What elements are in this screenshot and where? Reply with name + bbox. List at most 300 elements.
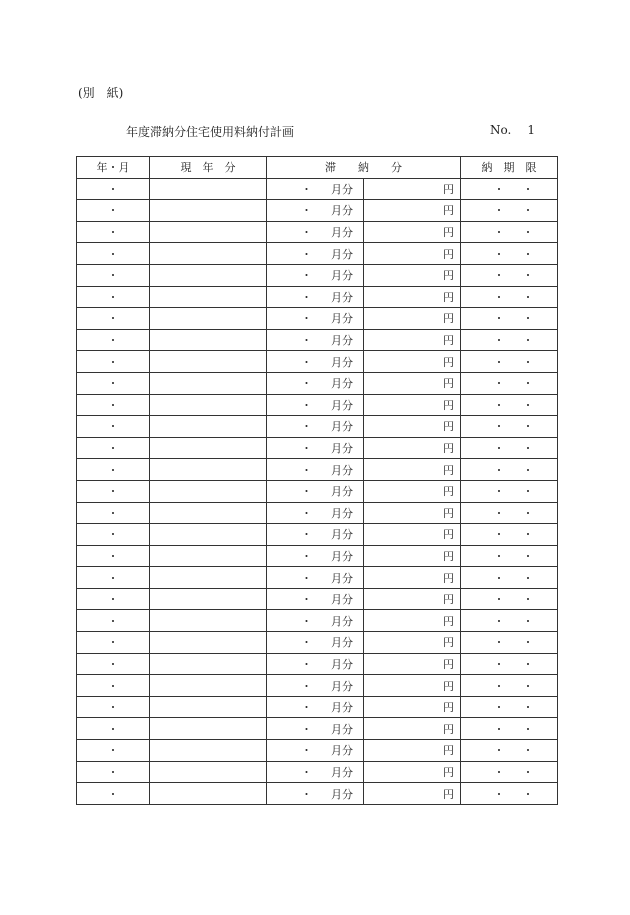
year-month-cell[interactable]: [77, 308, 150, 330]
column-header-current-year: 現 年 分: [150, 157, 267, 179]
due-date-cell[interactable]: [461, 740, 558, 762]
arrears-month-separator: ・: [301, 701, 312, 715]
arrears-amount-unit: 円: [443, 614, 454, 628]
year-month-separator: ・: [107, 528, 119, 542]
current-year-cell[interactable]: [150, 502, 267, 524]
due-date-separator: ・: [493, 571, 505, 585]
current-year-cell[interactable]: [150, 416, 267, 438]
arrears-amount-unit: 円: [443, 312, 454, 326]
year-month-cell[interactable]: [77, 696, 150, 718]
arrears-month-cell[interactable]: [267, 372, 364, 394]
due-date-separator: ・: [493, 701, 505, 715]
arrears-month-suffix: 月分: [331, 744, 353, 758]
current-year-cell[interactable]: [150, 653, 267, 675]
year-month-separator: ・: [107, 355, 119, 369]
due-date-cell[interactable]: [461, 588, 558, 610]
arrears-amount-cell[interactable]: [364, 178, 461, 200]
year-month-separator: ・: [107, 701, 119, 715]
year-month-cell[interactable]: [77, 221, 150, 243]
current-year-cell[interactable]: [150, 761, 267, 783]
due-date-separator: ・: [493, 593, 505, 607]
due-date-separator: ・: [493, 744, 505, 758]
arrears-amount-unit: 円: [443, 528, 454, 542]
year-month-separator: ・: [107, 269, 119, 283]
arrears-amount-unit: 円: [443, 657, 454, 671]
due-date-separator: ・: [522, 204, 534, 218]
current-year-cell[interactable]: [150, 610, 267, 632]
arrears-month-suffix: 月分: [331, 657, 353, 671]
arrears-amount-cell[interactable]: [364, 286, 461, 308]
year-month-cell[interactable]: [77, 524, 150, 546]
arrears-amount-unit: 円: [443, 269, 454, 283]
arrears-month-cell[interactable]: [267, 740, 364, 762]
due-date-cell[interactable]: [461, 761, 558, 783]
arrears-month-suffix: 月分: [331, 614, 353, 628]
arrears-amount-cell[interactable]: [364, 502, 461, 524]
arrears-amount-cell[interactable]: [364, 264, 461, 286]
current-year-cell[interactable]: [150, 243, 267, 265]
year-month-cell[interactable]: [77, 394, 150, 416]
due-date-separator: ・: [493, 377, 505, 391]
arrears-month-cell[interactable]: [267, 567, 364, 589]
table-row: [77, 243, 558, 265]
arrears-amount-cell[interactable]: [364, 243, 461, 265]
due-date-separator: ・: [522, 722, 534, 736]
year-month-separator: ・: [107, 722, 119, 736]
due-date-separator: ・: [493, 657, 505, 671]
table-row: [77, 545, 558, 567]
arrears-amount-cell[interactable]: [364, 783, 461, 805]
arrears-month-cell[interactable]: [267, 502, 364, 524]
due-date-cell[interactable]: [461, 545, 558, 567]
arrears-month-separator: ・: [301, 463, 312, 477]
year-month-cell[interactable]: [77, 718, 150, 740]
arrears-amount-unit: 円: [443, 679, 454, 693]
due-date-separator: ・: [522, 657, 534, 671]
arrears-amount-cell[interactable]: [364, 329, 461, 351]
year-month-separator: ・: [107, 420, 119, 434]
table-row: [77, 740, 558, 762]
year-month-separator: ・: [107, 571, 119, 585]
arrears-amount-cell[interactable]: [364, 351, 461, 373]
table-row: [77, 178, 558, 200]
arrears-month-separator: ・: [301, 442, 312, 456]
arrears-amount-cell[interactable]: [364, 437, 461, 459]
arrears-month-separator: ・: [301, 549, 312, 563]
arrears-amount-cell[interactable]: [364, 308, 461, 330]
arrears-month-cell[interactable]: [267, 264, 364, 286]
arrears-month-suffix: 月分: [331, 549, 353, 563]
table-row: [77, 308, 558, 330]
arrears-month-cell[interactable]: [267, 675, 364, 697]
arrears-month-suffix: 月分: [331, 226, 353, 240]
table-row: [77, 200, 558, 222]
arrears-amount-unit: 円: [443, 571, 454, 585]
arrears-amount-cell[interactable]: [364, 372, 461, 394]
table-row: [77, 653, 558, 675]
year-month-cell[interactable]: [77, 329, 150, 351]
arrears-amount-unit: 円: [443, 765, 454, 779]
due-date-separator: ・: [493, 679, 505, 693]
year-month-cell[interactable]: [77, 610, 150, 632]
table-row: [77, 264, 558, 286]
due-date-cell[interactable]: [461, 610, 558, 632]
arrears-month-separator: ・: [301, 377, 312, 391]
arrears-month-suffix: 月分: [331, 355, 353, 369]
current-year-cell[interactable]: [150, 200, 267, 222]
arrears-month-cell[interactable]: [267, 459, 364, 481]
current-year-cell[interactable]: [150, 740, 267, 762]
table-row: [77, 588, 558, 610]
arrears-amount-unit: 円: [443, 398, 454, 412]
arrears-amount-unit: 円: [443, 744, 454, 758]
document-number-label: No.: [490, 123, 512, 137]
arrears-amount-unit: 円: [443, 549, 454, 563]
table-row: [77, 480, 558, 502]
arrears-month-separator: ・: [301, 420, 312, 434]
arrears-amount-cell[interactable]: [364, 416, 461, 438]
arrears-month-cell[interactable]: [267, 480, 364, 502]
due-date-cell[interactable]: [461, 351, 558, 373]
column-header-year-month: 年・月: [77, 157, 150, 179]
due-date-separator: ・: [522, 528, 534, 542]
due-date-cell[interactable]: [461, 308, 558, 330]
arrears-month-suffix: 月分: [331, 463, 353, 477]
due-date-separator: ・: [522, 269, 534, 283]
due-date-cell[interactable]: [461, 696, 558, 718]
due-date-separator: ・: [522, 506, 534, 520]
table-row: [77, 502, 558, 524]
arrears-amount-cell[interactable]: [364, 545, 461, 567]
due-date-cell[interactable]: [461, 524, 558, 546]
arrears-month-separator: ・: [301, 204, 312, 218]
current-year-cell[interactable]: [150, 696, 267, 718]
current-year-cell[interactable]: [150, 718, 267, 740]
arrears-amount-cell[interactable]: [364, 610, 461, 632]
arrears-month-cell[interactable]: [267, 696, 364, 718]
due-date-cell[interactable]: [461, 221, 558, 243]
year-month-cell[interactable]: [77, 567, 150, 589]
due-date-separator: ・: [493, 182, 505, 196]
due-date-cell[interactable]: [461, 653, 558, 675]
current-year-cell[interactable]: [150, 308, 267, 330]
arrears-month-suffix: 月分: [331, 701, 353, 715]
year-month-cell[interactable]: [77, 545, 150, 567]
due-date-cell[interactable]: [461, 394, 558, 416]
arrears-month-cell[interactable]: [267, 308, 364, 330]
due-date-separator: ・: [522, 787, 534, 801]
due-date-separator: ・: [493, 226, 505, 240]
arrears-amount-unit: 円: [443, 247, 454, 261]
table-row: [77, 718, 558, 740]
year-month-cell[interactable]: [77, 200, 150, 222]
arrears-month-suffix: 月分: [331, 312, 353, 326]
arrears-amount-cell[interactable]: [364, 632, 461, 654]
column-header-arrears: 滞 納 分: [267, 157, 461, 179]
table-row: [77, 632, 558, 654]
current-year-cell[interactable]: [150, 394, 267, 416]
table-row: [77, 783, 558, 805]
table-body: [77, 178, 558, 804]
table-row: [77, 524, 558, 546]
table-row: [77, 459, 558, 481]
arrears-amount-unit: 円: [443, 593, 454, 607]
arrears-month-separator: ・: [301, 290, 312, 304]
due-date-separator: ・: [522, 420, 534, 434]
current-year-cell[interactable]: [150, 459, 267, 481]
arrears-month-cell[interactable]: [267, 178, 364, 200]
current-year-cell[interactable]: [150, 524, 267, 546]
arrears-month-separator: ・: [301, 312, 312, 326]
arrears-month-suffix: 月分: [331, 593, 353, 607]
due-date-separator: ・: [493, 269, 505, 283]
current-year-cell[interactable]: [150, 178, 267, 200]
arrears-amount-cell[interactable]: [364, 221, 461, 243]
due-date-cell[interactable]: [461, 502, 558, 524]
arrears-month-suffix: 月分: [331, 571, 353, 585]
due-date-separator: ・: [493, 442, 505, 456]
arrears-month-suffix: 月分: [331, 787, 353, 801]
arrears-month-separator: ・: [301, 506, 312, 520]
arrears-month-separator: ・: [301, 614, 312, 628]
arrears-amount-cell[interactable]: [364, 567, 461, 589]
due-date-cell[interactable]: [461, 264, 558, 286]
year-month-separator: ・: [107, 182, 119, 196]
year-month-cell[interactable]: [77, 459, 150, 481]
due-date-separator: ・: [522, 355, 534, 369]
arrears-amount-cell[interactable]: [364, 740, 461, 762]
due-date-cell[interactable]: [461, 178, 558, 200]
year-month-cell[interactable]: [77, 372, 150, 394]
arrears-month-separator: ・: [301, 679, 312, 693]
arrears-month-suffix: 月分: [331, 679, 353, 693]
arrears-amount-unit: 円: [443, 420, 454, 434]
arrears-month-separator: ・: [301, 765, 312, 779]
arrears-month-separator: ・: [301, 334, 312, 348]
arrears-month-suffix: 月分: [331, 334, 353, 348]
arrears-month-cell[interactable]: [267, 329, 364, 351]
due-date-separator: ・: [493, 204, 505, 218]
year-month-separator: ・: [107, 679, 119, 693]
due-date-separator: ・: [493, 506, 505, 520]
arrears-month-suffix: 月分: [331, 765, 353, 779]
due-date-cell[interactable]: [461, 329, 558, 351]
due-date-separator: ・: [522, 442, 534, 456]
arrears-month-suffix: 月分: [331, 442, 353, 456]
due-date-cell[interactable]: [461, 632, 558, 654]
current-year-cell[interactable]: [150, 567, 267, 589]
arrears-month-cell[interactable]: [267, 632, 364, 654]
year-month-cell[interactable]: [77, 351, 150, 373]
arrears-month-cell[interactable]: [267, 783, 364, 805]
arrears-month-cell[interactable]: [267, 653, 364, 675]
arrears-month-cell[interactable]: [267, 761, 364, 783]
arrears-month-cell[interactable]: [267, 545, 364, 567]
year-month-cell[interactable]: [77, 437, 150, 459]
arrears-month-separator: ・: [301, 182, 312, 196]
due-date-cell[interactable]: [461, 416, 558, 438]
arrears-amount-cell[interactable]: [364, 524, 461, 546]
arrears-amount-unit: 円: [443, 787, 454, 801]
arrears-amount-cell[interactable]: [364, 480, 461, 502]
current-year-cell[interactable]: [150, 545, 267, 567]
table-row: [77, 329, 558, 351]
arrears-amount-unit: 円: [443, 204, 454, 218]
arrears-month-suffix: 月分: [331, 269, 353, 283]
arrears-amount-cell[interactable]: [364, 718, 461, 740]
arrears-month-cell[interactable]: [267, 610, 364, 632]
year-month-separator: ・: [107, 377, 119, 391]
arrears-month-suffix: 月分: [331, 290, 353, 304]
current-year-cell[interactable]: [150, 329, 267, 351]
attachment-label: (別 紙): [78, 86, 124, 100]
arrears-month-separator: ・: [301, 722, 312, 736]
year-month-cell[interactable]: [77, 761, 150, 783]
due-date-cell[interactable]: [461, 243, 558, 265]
year-month-cell[interactable]: [77, 783, 150, 805]
arrears-amount-cell[interactable]: [364, 200, 461, 222]
due-date-separator: ・: [522, 549, 534, 563]
year-month-cell[interactable]: [77, 502, 150, 524]
due-date-cell[interactable]: [461, 783, 558, 805]
due-date-separator: ・: [522, 290, 534, 304]
year-month-cell[interactable]: [77, 264, 150, 286]
year-month-cell[interactable]: [77, 286, 150, 308]
year-month-separator: ・: [107, 312, 119, 326]
arrears-amount-cell[interactable]: [364, 653, 461, 675]
arrears-amount-cell[interactable]: [364, 761, 461, 783]
due-date-separator: ・: [522, 636, 534, 650]
due-date-separator: ・: [493, 528, 505, 542]
due-date-cell[interactable]: [461, 372, 558, 394]
year-month-cell[interactable]: [77, 632, 150, 654]
arrears-month-separator: ・: [301, 571, 312, 585]
arrears-month-cell[interactable]: [267, 718, 364, 740]
table-row: [77, 221, 558, 243]
year-month-separator: ・: [107, 787, 119, 801]
arrears-month-separator: ・: [301, 269, 312, 283]
due-date-cell[interactable]: [461, 718, 558, 740]
table-row: [77, 696, 558, 718]
year-month-separator: ・: [107, 247, 119, 261]
due-date-separator: ・: [522, 485, 534, 499]
arrears-month-separator: ・: [301, 657, 312, 671]
year-month-separator: ・: [107, 506, 119, 520]
arrears-amount-unit: 円: [443, 485, 454, 499]
arrears-amount-unit: 円: [443, 442, 454, 456]
current-year-cell[interactable]: [150, 372, 267, 394]
arrears-amount-cell[interactable]: [364, 675, 461, 697]
year-month-separator: ・: [107, 442, 119, 456]
arrears-month-suffix: 月分: [331, 247, 353, 261]
year-month-cell[interactable]: [77, 178, 150, 200]
due-date-separator: ・: [522, 614, 534, 628]
arrears-amount-unit: 円: [443, 701, 454, 715]
current-year-cell[interactable]: [150, 264, 267, 286]
due-date-cell[interactable]: [461, 480, 558, 502]
arrears-month-cell[interactable]: [267, 286, 364, 308]
due-date-cell[interactable]: [461, 459, 558, 481]
year-month-cell[interactable]: [77, 588, 150, 610]
arrears-amount-unit: 円: [443, 182, 454, 196]
due-date-separator: ・: [493, 636, 505, 650]
due-date-cell[interactable]: [461, 567, 558, 589]
due-date-cell[interactable]: [461, 675, 558, 697]
arrears-month-cell[interactable]: [267, 221, 364, 243]
arrears-month-cell[interactable]: [267, 416, 364, 438]
arrears-amount-cell[interactable]: [364, 459, 461, 481]
due-date-cell[interactable]: [461, 437, 558, 459]
year-month-cell[interactable]: [77, 416, 150, 438]
arrears-month-separator: ・: [301, 398, 312, 412]
arrears-month-cell[interactable]: [267, 243, 364, 265]
year-month-cell[interactable]: [77, 243, 150, 265]
arrears-month-separator: ・: [301, 226, 312, 240]
year-month-separator: ・: [107, 398, 119, 412]
arrears-amount-unit: 円: [443, 722, 454, 736]
current-year-cell[interactable]: [150, 437, 267, 459]
due-date-separator: ・: [493, 312, 505, 326]
arrears-amount-unit: 円: [443, 636, 454, 650]
arrears-amount-unit: 円: [443, 377, 454, 391]
year-month-cell[interactable]: [77, 653, 150, 675]
due-date-cell[interactable]: [461, 286, 558, 308]
arrears-month-suffix: 月分: [331, 420, 353, 434]
arrears-amount-cell[interactable]: [364, 394, 461, 416]
arrears-month-separator: ・: [301, 744, 312, 758]
year-month-separator: ・: [107, 765, 119, 779]
arrears-month-separator: ・: [301, 355, 312, 369]
arrears-month-cell[interactable]: [267, 200, 364, 222]
arrears-month-cell[interactable]: [267, 524, 364, 546]
arrears-month-cell[interactable]: [267, 588, 364, 610]
year-month-separator: ・: [107, 636, 119, 650]
table-row: [77, 416, 558, 438]
current-year-cell[interactable]: [150, 221, 267, 243]
current-year-cell[interactable]: [150, 480, 267, 502]
arrears-month-cell[interactable]: [267, 394, 364, 416]
year-month-separator: ・: [107, 593, 119, 607]
due-date-separator: ・: [522, 679, 534, 693]
current-year-cell[interactable]: [150, 286, 267, 308]
due-date-separator: ・: [493, 614, 505, 628]
current-year-cell[interactable]: [150, 351, 267, 373]
arrears-month-cell[interactable]: [267, 437, 364, 459]
arrears-month-cell[interactable]: [267, 351, 364, 373]
current-year-cell[interactable]: [150, 675, 267, 697]
year-month-separator: ・: [107, 463, 119, 477]
current-year-cell[interactable]: [150, 632, 267, 654]
due-date-separator: ・: [493, 722, 505, 736]
due-date-separator: ・: [522, 377, 534, 391]
due-date-cell[interactable]: [461, 200, 558, 222]
arrears-amount-unit: 円: [443, 290, 454, 304]
year-month-cell[interactable]: [77, 480, 150, 502]
due-date-separator: ・: [493, 290, 505, 304]
document-number-value: 1: [527, 123, 535, 137]
arrears-amount-cell[interactable]: [364, 588, 461, 610]
current-year-cell[interactable]: [150, 783, 267, 805]
due-date-separator: ・: [493, 485, 505, 499]
current-year-cell[interactable]: [150, 588, 267, 610]
due-date-separator: ・: [522, 226, 534, 240]
arrears-amount-cell[interactable]: [364, 696, 461, 718]
year-month-cell[interactable]: [77, 675, 150, 697]
arrears-month-suffix: 月分: [331, 722, 353, 736]
due-date-separator: ・: [522, 765, 534, 779]
arrears-month-separator: ・: [301, 787, 312, 801]
year-month-cell[interactable]: [77, 740, 150, 762]
